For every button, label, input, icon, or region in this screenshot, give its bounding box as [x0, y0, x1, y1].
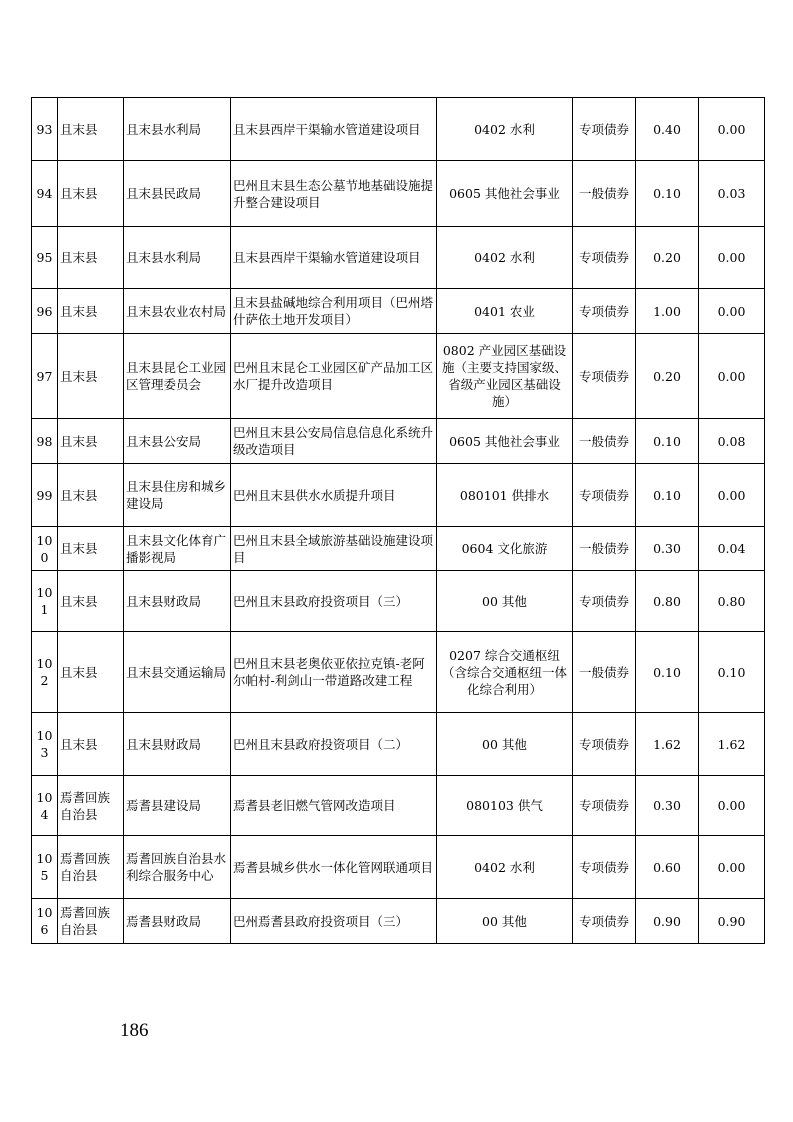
project-cell: 巴州且末县政府投资项目（二）	[231, 713, 437, 776]
bond-type-cell: 专项债券	[573, 836, 636, 899]
amount-b-cell: 0.00	[699, 776, 765, 836]
county-cell: 且末县	[58, 464, 124, 527]
bond-type-cell: 一般债券	[573, 527, 636, 571]
unit-cell: 且末县昆仑工业园区管理委员会	[124, 334, 231, 419]
row-number: 94	[32, 161, 58, 227]
unit-cell: 且末县文化体育广播影视局	[124, 527, 231, 571]
county-cell: 且末县	[58, 713, 124, 776]
unit-cell: 且末县财政局	[124, 713, 231, 776]
row-number: 106	[32, 899, 58, 944]
bond-type-cell: 专项债券	[573, 899, 636, 944]
amount-b-cell: 0.90	[699, 899, 765, 944]
row-number: 105	[32, 836, 58, 899]
county-cell: 且末县	[58, 527, 124, 571]
amount-a-cell: 0.60	[636, 836, 699, 899]
bond-projects-table	[31, 97, 765, 944]
bond-type-cell: 专项债券	[573, 571, 636, 632]
unit-cell: 且末县民政局	[124, 161, 231, 227]
table-row	[32, 632, 765, 713]
county-cell: 且末县	[58, 419, 124, 464]
category-cell: 00 其他	[437, 713, 573, 776]
amount-b-cell: 0.00	[699, 227, 765, 289]
unit-cell: 焉耆县财政局	[124, 899, 231, 944]
table-row	[32, 899, 765, 944]
table-row	[32, 776, 765, 836]
table-row	[32, 464, 765, 527]
county-cell: 且末县	[58, 571, 124, 632]
bond-type-cell: 专项债券	[573, 713, 636, 776]
amount-b-cell: 0.00	[699, 464, 765, 527]
bond-type-cell: 专项债券	[573, 464, 636, 527]
project-cell: 巴州焉耆县政府投资项目（三）	[231, 899, 437, 944]
amount-a-cell: 0.20	[636, 334, 699, 419]
amount-a-cell: 0.20	[636, 227, 699, 289]
page-number: 186	[120, 1020, 149, 1041]
amount-a-cell: 0.10	[636, 161, 699, 227]
county-cell: 且末县	[58, 632, 124, 713]
county-cell: 且末县	[58, 227, 124, 289]
row-number: 103	[32, 713, 58, 776]
project-cell: 巴州且末县公安局信息信息化系统升级改造项目	[231, 419, 437, 464]
unit-cell: 且末县农业农村局	[124, 289, 231, 334]
county-cell: 且末县	[58, 161, 124, 227]
category-cell: 0604 文化旅游	[437, 527, 573, 571]
category-cell: 080103 供气	[437, 776, 573, 836]
row-number: 99	[32, 464, 58, 527]
category-cell: 0401 农业	[437, 289, 573, 334]
bond-type-cell: 专项债券	[573, 289, 636, 334]
project-cell: 巴州且末昆仑工业园区矿产品加工区水厂提升改造项目	[231, 334, 437, 419]
amount-a-cell: 0.80	[636, 571, 699, 632]
bond-type-cell: 一般债券	[573, 419, 636, 464]
unit-cell: 且末县财政局	[124, 571, 231, 632]
table-row	[32, 713, 765, 776]
county-cell: 且末县	[58, 289, 124, 334]
category-cell: 00 其他	[437, 571, 573, 632]
amount-a-cell: 0.10	[636, 632, 699, 713]
table-row	[32, 334, 765, 419]
table-row	[32, 227, 765, 289]
amount-a-cell: 1.00	[636, 289, 699, 334]
table-row	[32, 419, 765, 464]
bond-type-cell: 专项债券	[573, 98, 636, 161]
county-cell: 且末县	[58, 98, 124, 161]
project-cell: 焉耆县城乡供水一体化管网联通项目	[231, 836, 437, 899]
amount-b-cell: 0.80	[699, 571, 765, 632]
row-number: 101	[32, 571, 58, 632]
unit-cell: 且末县交通运输局	[124, 632, 231, 713]
bond-type-cell: 一般债券	[573, 161, 636, 227]
bond-type-cell: 专项债券	[573, 334, 636, 419]
project-cell: 焉耆县老旧燃气管网改造项目	[231, 776, 437, 836]
bond-type-cell: 一般债券	[573, 632, 636, 713]
amount-a-cell: 0.90	[636, 899, 699, 944]
project-cell: 且末县西岸干渠输水管道建设项目	[231, 227, 437, 289]
amount-b-cell: 0.10	[699, 632, 765, 713]
amount-a-cell: 0.10	[636, 419, 699, 464]
category-cell: 0605 其他社会事业	[437, 161, 573, 227]
amount-b-cell: 0.00	[699, 334, 765, 419]
category-cell: 0605 其他社会事业	[437, 419, 573, 464]
row-number: 93	[32, 98, 58, 161]
amount-b-cell: 0.00	[699, 836, 765, 899]
table-row	[32, 527, 765, 571]
amount-a-cell: 0.10	[636, 464, 699, 527]
category-cell: 080101 供排水	[437, 464, 573, 527]
amount-a-cell: 0.40	[636, 98, 699, 161]
unit-cell: 焉耆回族自治县水利综合服务中心	[124, 836, 231, 899]
unit-cell: 焉耆县建设局	[124, 776, 231, 836]
project-cell: 巴州且末县全域旅游基础设施建设项目	[231, 527, 437, 571]
project-cell: 巴州且末县生态公墓节地基础设施提升整合建设项目	[231, 161, 437, 227]
amount-b-cell: 0.08	[699, 419, 765, 464]
category-cell: 0402 水利	[437, 836, 573, 899]
amount-b-cell: 0.03	[699, 161, 765, 227]
project-cell: 巴州且末县政府投资项目（三）	[231, 571, 437, 632]
row-number: 104	[32, 776, 58, 836]
category-cell: 0402 水利	[437, 227, 573, 289]
county-cell: 焉耆回族自治县	[58, 836, 124, 899]
project-cell: 巴州且末县供水水质提升项目	[231, 464, 437, 527]
row-number: 96	[32, 289, 58, 334]
unit-cell: 且末县水利局	[124, 227, 231, 289]
row-number: 100	[32, 527, 58, 571]
project-cell: 巴州且末县老奥依亚依拉克镇-老阿尔帕村-利剑山一带道路改建工程	[231, 632, 437, 713]
unit-cell: 且末县水利局	[124, 98, 231, 161]
project-cell: 且末县西岸干渠输水管道建设项目	[231, 98, 437, 161]
amount-b-cell: 1.62	[699, 713, 765, 776]
category-cell: 0207 综合交通枢纽（含综合交通枢纽一体化综合利用）	[437, 632, 573, 713]
unit-cell: 且末县住房和城乡建设局	[124, 464, 231, 527]
amount-a-cell: 0.30	[636, 776, 699, 836]
amount-b-cell: 0.00	[699, 289, 765, 334]
county-cell: 焉耆回族自治县	[58, 899, 124, 944]
row-number: 95	[32, 227, 58, 289]
project-cell: 且末县盐碱地综合利用项目（巴州塔什萨依土地开发项目）	[231, 289, 437, 334]
row-number: 97	[32, 334, 58, 419]
bond-type-cell: 专项债券	[573, 776, 636, 836]
amount-a-cell: 1.62	[636, 713, 699, 776]
category-cell: 0402 水利	[437, 98, 573, 161]
row-number: 98	[32, 419, 58, 464]
table-row	[32, 571, 765, 632]
table-row	[32, 289, 765, 334]
table-row	[32, 98, 765, 161]
table-body	[32, 98, 765, 944]
category-cell: 0802 产业园区基础设施（主要支持国家级、省级产业园区基础设施）	[437, 334, 573, 419]
amount-b-cell: 0.00	[699, 98, 765, 161]
amount-b-cell: 0.04	[699, 527, 765, 571]
table-row	[32, 836, 765, 899]
row-number: 102	[32, 632, 58, 713]
county-cell: 焉耆回族自治县	[58, 776, 124, 836]
bond-type-cell: 专项债券	[573, 227, 636, 289]
county-cell: 且末县	[58, 334, 124, 419]
table-row	[32, 161, 765, 227]
category-cell: 00 其他	[437, 899, 573, 944]
unit-cell: 且末县公安局	[124, 419, 231, 464]
amount-a-cell: 0.30	[636, 527, 699, 571]
